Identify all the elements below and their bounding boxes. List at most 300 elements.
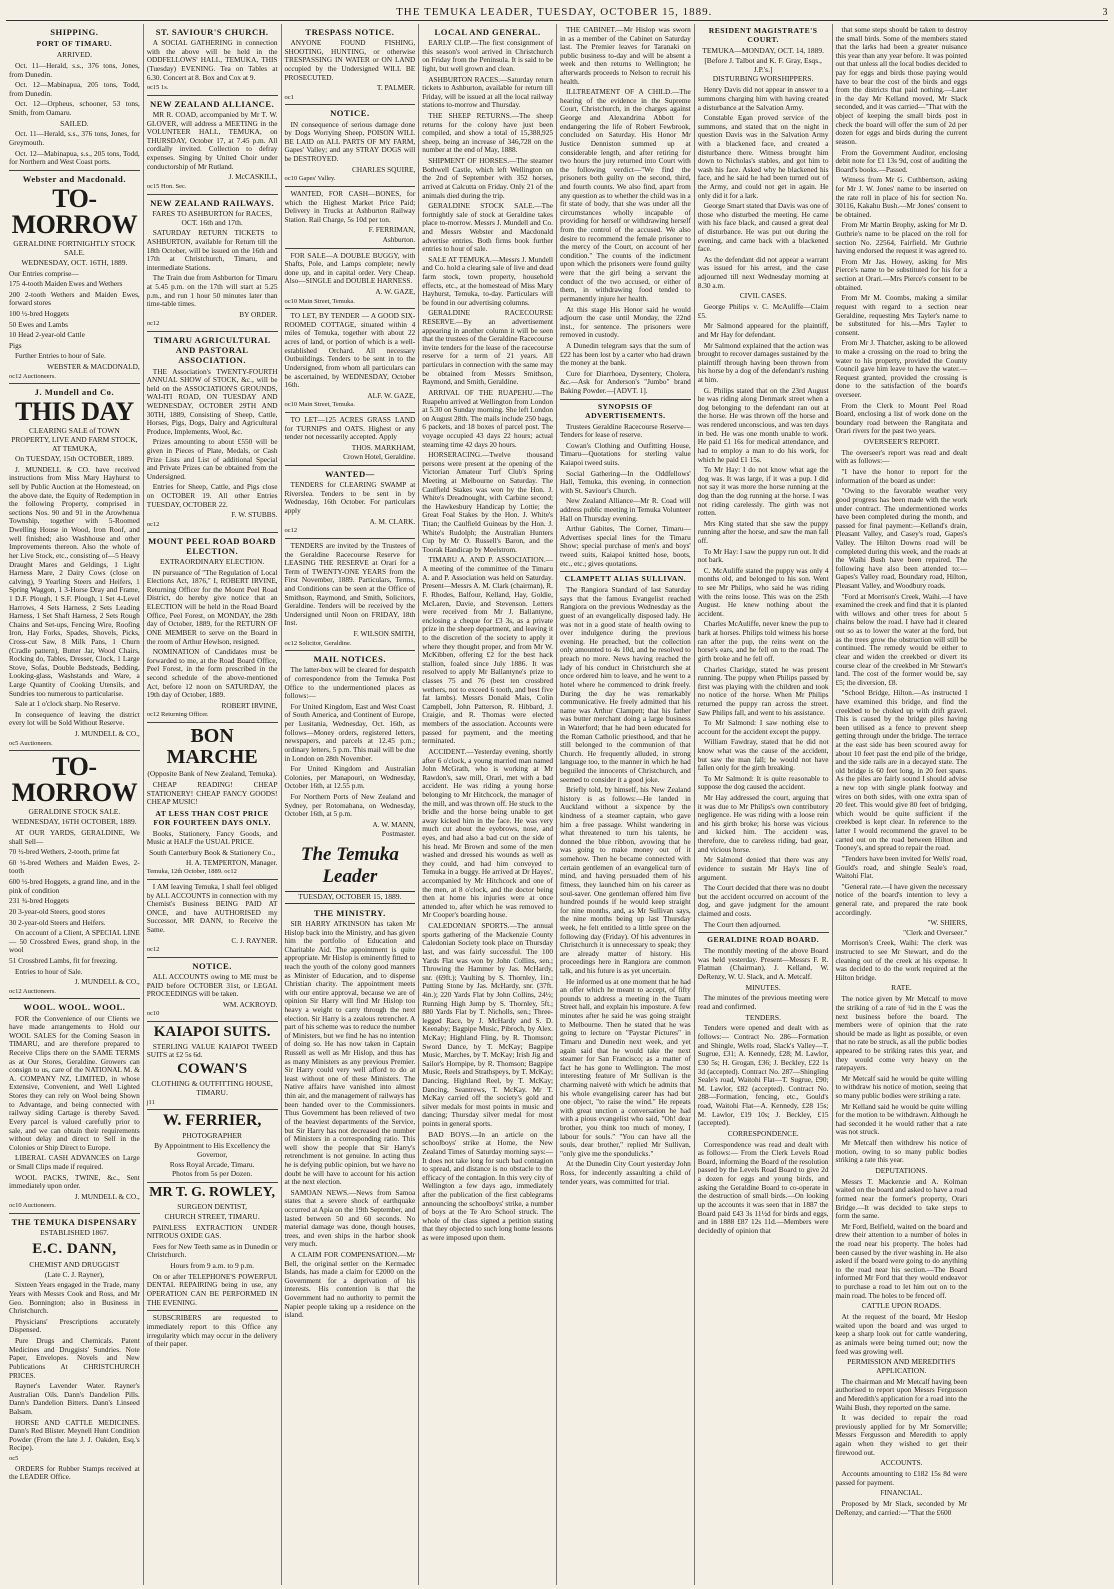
divider: [147, 95, 278, 96]
overseer-sign: "W. SHIERS,: [927, 918, 968, 928]
alliance-heading: NEW ZEALAND ALLIANCE.: [150, 98, 275, 109]
railways-train: The Train due from Ashburton for Timaru at 5.45 p.m. on the 17th will start at 5.25 p.m., and run 1 hour 50 minutes later than time-table times.: [146, 273, 278, 309]
board-minutes-heading: MINUTES.: [745, 982, 781, 992]
news-para: A Dunedin telegram says that the sum of £22 has been lost by a carter who had drawn the money at the bank.: [560, 340, 691, 368]
arrived-item: Oct. 12—Mabinapua, 205 tons, Todd, from Dunedin.: [9, 80, 140, 98]
arrived-label: ARRIVED.: [56, 50, 92, 60]
agricultural-entries: Entries for Sheep, Cattle, and Pigs close on OCTOBER 19. All other Entries TUESDAY, OCTOBER 22.: [146, 482, 278, 509]
bones-body: WANTED, FOR CASH—BONES, for which the Highest Market Price Paid; Delivery in Trucks at Ashburton Railway Station. Rail Charge, 5s 10d per ton.: [284, 188, 416, 224]
wool-body: FOR the Convenience of our Clients we have made arrangements to Hold our WOOL SALES for the Coming Season in TIMARU, and are therefore prepared to Receive Clips there on the SAME TERMS as at Our Stores, Geraldine. Growers can consign to us, care of the NATIONAL M. & A. COMPANY NZ, LIMITED, in whose Extensive, Convenient, and Well Lighted Stores they can rely on Wool being Shown to Advantage, and being connected with railway siding Cartage is thereby Saved. Every parcel is valued carefully prior to sale, and we can obtain their requirements without delay and direct to Sell in the Colonies or Ship Direct to Europe.: [9, 1013, 140, 1152]
divider: [285, 465, 416, 466]
bonmarche-date: Temuka, 12th October, 1889. oc12: [146, 868, 237, 876]
dispensary-orders: ORDERS for Rubber Stamps received at the LEADER Office.: [9, 1463, 140, 1482]
bonmarche-body: CHEAP READING! CHEAP STATIONERY! CHEAP FANCY GOODS! CHEAP MUSIC!: [146, 779, 278, 807]
divider: [9, 1213, 140, 1214]
shipping-port: PORT OF TIMARU.: [36, 39, 113, 49]
divider: [9, 998, 140, 999]
overseer-para: "General rate.—I have given the necessary notice of the board's intention to levy a general rate, and prepared the rate book accordingly.: [835, 881, 968, 917]
bonmarche-books: Books, Stationery, Fancy Goods, and Music at HALF the USUAL PRICE.: [146, 828, 278, 847]
column-1: [6, 24, 144, 1585]
alliance-ref: oc15 Hon. Sec.: [146, 182, 187, 190]
mountpeel-ref: oc12 Returning Officer.: [146, 711, 209, 719]
divider: [560, 571, 691, 572]
civil-heading: CIVIL CASES.: [739, 291, 787, 301]
overseer-para: "I have the honor to report for the information of the board as under:: [835, 467, 968, 485]
dispensary-prescriptions: Physicians' Prescriptions accurately Dispensed.: [9, 1316, 140, 1335]
webster-headline: TO-MORROW: [11, 184, 138, 240]
notice-body: ALL ACCOUNTS owing to ME must be PAID before OCTOBER 31st, or LEGAL PROCEEDINGS will be taken.: [146, 972, 278, 999]
local-general-heading: LOCAL AND GENERAL.: [434, 27, 541, 37]
column-6: [695, 24, 833, 1585]
buggy-sign: A. W. GAZE,: [375, 287, 416, 296]
cottage-sign: ALF. W. GAZE,: [367, 390, 416, 400]
news-para: THE CABINET.—Mr Hislop was sworn in as a member of the Cabinet on Saturday last. The Premier leaves for Taranaki on public business to-day and will be absent a week and then returns to Wellington; he afterwards proceeds to Nelson to recruit his health.: [560, 25, 691, 86]
geraldine-item: 60 ½-bred Wethers and Maiden Ewes, 2-tooth: [9, 857, 140, 876]
column-4: [419, 24, 557, 1585]
rowley-body: PAINLESS EXTRACTION UNDER NITROUS OXIDE GAS.: [146, 1222, 278, 1241]
mundell-body: J. MUNDELL & CO. have received instructions from Miss Mary Hayhurst to sell by Public Auction at the Homestead, on the above date, the Equity of Redemption in the following Property, comprised in sections Nos. 90 and 91 in the Arowhenua Township, together with 5-Roomed Dwelling House in Wood, Iron Roof, and well finished; also Washhouse and other Improvements thereon. Also the whole of her Live Stock, etc., consisting of—5 Heavy Draught Mares and Geldings, 1 Light Harness Mare, 2 Dairy Cows (close on calving), 9 Yearling Steers and Heifers, 1 Spring Waggon, 1 3-Horse Dray and Frame, 1 D.F. Plough, 1 S.F. Plough, 1 Set 4-Level Harrows, 4 Sets Harness, 2 Sets Leading Harness, 1 Set Shaft Harness, 2 Sets Rough Chains and Set-ups, Fencing Wire, Roofing Iron, Hay Forks, Spades, Shovels, Picks, Cross-cut Saw, 8 Milk Pans, 1 Churn (Cradle pattern), Butter Jar, Wood Chairs, Rocking do, Tables, Dresser, Clock, 1 Large Stove, Sofas, Double Bedsteads, Bedding, Looking-glass, Washstands and Ware, a Large Quantity of Cooking Utensils, and Sundries too numerous to particularise.: [9, 464, 140, 698]
agricultural-prizes: Prizes amounting to about £550 will be given in Pieces of Plate, Medals, or Cash Prize Lists and List of additional Special and Private Prizes can be obtained from the Undersigned.: [146, 437, 278, 481]
geraldine-item: 70 ½-bred Wethers, 2-tooth, prime fat: [9, 847, 120, 857]
cattle-heading: CATTLE UPON ROADS.: [861, 1301, 942, 1311]
dispensary-horse: HORSE AND CATTLE MEDICINES. Dann's Red Blister. Meynell Hunt Condition Powder (From the late J. J. Oakden, Esq.'s Recipe).: [9, 1417, 140, 1453]
court-para: Henry Davis did not appear in answer to a summons charging him with having created a disturbance at the Salvation Army.: [697, 85, 829, 112]
civil-case: George Philips v. C. McAuliffe—Claim £5.: [697, 302, 829, 320]
dogs-notice-heading: NOTICE.: [330, 108, 370, 119]
overseer-heading: OVERSEER'S REPORT.: [863, 437, 940, 447]
divider: [9, 170, 140, 171]
alliance-sign: J. McCASKILL,: [228, 172, 278, 182]
divider: [147, 879, 278, 880]
synopsis-para: Trustees Geraldine Racecourse Reserve—Tenders for lease of reserve.: [560, 421, 691, 440]
dispensary-ref: oc5: [9, 1454, 19, 1462]
divider: [285, 308, 416, 309]
geraldine-item: 30 2-year-old Steers and Heifers.: [9, 917, 106, 927]
divider: [147, 1182, 278, 1183]
divider: [9, 750, 140, 751]
wool-sign: J. MUNDELL & CO.,: [74, 1191, 140, 1201]
court-para: George Smart stated that Davis was one of those who disturbed the meeting. He came with his face black, and caused a great deal of disturbance. He was put out during the evening, and came back with a blackened face.: [697, 201, 829, 254]
columns: [6, 24, 1108, 1585]
rowley-fees: Fees for New Teeth same as in Dunedin or Christchurch.: [146, 1241, 278, 1260]
bonmarche-heading: BON MARCHE: [166, 725, 258, 769]
bonmarche-sub: (Opposite Bank of New Zealand, Temuka).: [147, 769, 277, 779]
bonmarche-price: AT LESS THAN COST PRICE FOR FOURTEEN DAYS ONLY.: [153, 808, 271, 827]
webster-firm: Webster and Macdonald.: [22, 173, 126, 184]
railways-body: SATURDAY RETURN TICKETS to ASHBURTON, available for Return till the 18th October, will be issued on the 16th and 17th at Christchurch, Timaru, and intermediate Stations.: [146, 228, 278, 272]
leader-title: The Temuka Leader: [300, 843, 399, 888]
trespass-sign: T. PALMER.: [376, 83, 416, 93]
divider: [147, 331, 278, 332]
board-para: From Mr J. Thatcher, asking to be allowed to make a crossing on the road to bring the water to his property, provided the County Council gave him leave to have the water.—Request granted, provided the crossing is done to the satisfaction of the board's overseer.: [835, 338, 968, 399]
mail-heading: MAIL NOTICES.: [313, 654, 387, 665]
divider: [147, 957, 278, 958]
civil-para: Mr Hay addressed the court, arguing that it was due to Mr Philips's own contributory negligence. He was riding with a loose rein and his girth broke; his horse was vicious and kicked him. The accident was, therefore, due to careless riding, bad gear, and vicious horse.: [697, 793, 829, 854]
civil-para: G. Philips stated that on the 23rd August he was riding along Denmark street when a dog belonging to the defendant ran out at the horse. He was thrown off the horse and was rendered unconscious, and was ten days in bed. He was one month unable to work. He paid £1 16s for medical attendance, and had to employ a man to do his work, for which he paid £1 15s.: [697, 385, 829, 464]
overseer-para: "Tenders have been invited for Wells' road, Gould's road, and shingle Seale's road, Waitohi Flat.: [835, 853, 968, 881]
ferrier-heading: W. FERRIER,: [162, 1112, 262, 1130]
rayner-ref: oc12: [146, 946, 160, 954]
local-para: SALE AT TEMUKA.—Messrs J. Mundell and Co. hold a clearing sale of live and dead farm stock, town property, household effects, etc., at the homestead of Miss Mary Hayhurst, Temuka, to-day. Particulars will be found in our advertising columns.: [422, 254, 553, 307]
webster-ref: oc12 Auctioneers.: [9, 372, 56, 380]
column-2: [144, 24, 282, 1585]
alliance-body: MR R. COAD, accompanied by Mr T. W. GLOVER, will address a MEETING in the VOLUNTEER HALL, TEMUKA, on THURSDAY, October 17, at 7.45 p.m. All cordially invited. Collection to defray expenses. Singing by United Choir under conductorship of Mr Rutland.: [146, 109, 278, 171]
racecourse-ref: oc12 Solicitor, Geraldine.: [284, 639, 352, 647]
column-7: [833, 24, 971, 1585]
rate-para: The notice given by Mr Metcalf to move the striking of a rate of ¾d in the £ was the next business before the board. The members were of opinion that the rate should be made as light as possible, or even that no rate be struck, as all the public bodies appeared to be striking rates this year, and they would come very heavy on the ratepayers.: [835, 994, 968, 1073]
clampett-heading: CLAMPETT ALIAS SULLIVAN.: [564, 574, 687, 584]
civil-para: To Mr Hay: I do not know what age the dog was. It was large, if it was a pup. I did not say it was more the horse running at the dog than the dog running at the horse. I was not riding carelessly. The girth was not rotten.: [697, 465, 829, 518]
divider: [147, 194, 278, 195]
rate-para: Mr Kelland said he would be quite willing for the motion to be withdrawn. Although he had seconded it he would rather that a rate was not struck.: [835, 1101, 968, 1137]
kaiapoi-heading: KAIAPOI SUITS.: [153, 1024, 271, 1041]
railways-ref: oc12: [146, 320, 160, 328]
wool-heading: WOOL. WOOL. WOOL.: [23, 1002, 126, 1013]
geraldine-item: 231 ¾-bred Hoggets: [9, 896, 69, 906]
mail-australia: For United Kingdom and Australian Colonies, per Manapouri, on Wednesday, October 16th, at 12.55 p.m.: [284, 764, 416, 791]
board-para: Witness from Mr G. Cuthbertson, asking for Mr J. W. Jones' name to be inserted on the rate roll in place of his for section No. 30116, Kakahu Bush.—Mr Jones' consent to be obtained.: [835, 175, 968, 219]
ministry-heading: THE MINISTRY.: [313, 907, 386, 918]
ministry-p2: SAMOAN NEWS.—News from Samoa states that a severe shock of earthquake occurred at Apia on the 19th September, and lasted between 50 and 60 seconds. No material damage was done, though houses, trees, and even ships in the harbor shook very much.: [284, 1187, 416, 1249]
overseer-para: "School Bridge, Hilton.—As instructed I have examined this bridge, and find the creekbed to be choked up with drift gravel. This is caused by the bridge piles having been utilised as a fence to prevent sheep getting through under the bridge. The terrace at the east side has been scoured away for about 10 feet past the end pile of the bridge, and the side rails are in a decayed state. The old bridge is 60 feet long, in 20 feet spans. As the piles are fairly sound I should advise a new top with single plank footway and wires on both sides, with one extra span of 20 feet. This would give 80 feet of bridging, which would be quite sufficient if the creekbed is kept clear. In reference to the latter I would recommend the gravel to be carted out on the road between Hilton and Tooney's, and spread to repair the road.: [835, 688, 968, 853]
wool-ref: oc10 Auctioneers.: [9, 1202, 56, 1210]
mundell-ref: oc5 Auctioneers.: [9, 739, 53, 747]
mountpeel-body: IN pursuance of "The Regulation of Local Elections Act, 1876," I, ROBERT IRVINE, Returning Officer for the Mount Peel Road District, do hereby give notice that an ELECTION will be held in the Road Board Office, Peel Forest, on MONDAY, the 28th day of October, 1889, for the RETURN OF ONE MEMBER to serve on the Board in the room of Arthur Hewlson, resigned.: [146, 567, 278, 646]
bonmarche-company: South Canterbury Book & Stationery Co.,: [149, 847, 276, 857]
buggy-body: FOR SALE—A DOUBLE BUGGY, with Shafts, Pole, and Lamps complete; newly done up, and in capital order. Very Cheap. Also—SINGLE and DOUBLE HARNESS.: [284, 250, 416, 286]
mountpeel-sign: ROBERT IRVINE,: [221, 700, 278, 710]
mail-ref: Postmaster.: [381, 829, 416, 839]
kaiapoi-body: STERLING VALUE KAIAPOI TWEED SUITS at £2 5s 6d.: [146, 1041, 278, 1060]
geraldine-sign: J. MUNDELL & CO.,: [74, 977, 140, 987]
civil-para: William Fawdray, stated that he did not know what was the cause of the accident, but saw the man fall; he would not have fallen only for the girth breaking.: [697, 737, 829, 773]
board-corr: Correspondence was read and dealt with as follows:— From the Clerk Levels Road Board, informing the Board of the resolution passed by the Levels Road Board to give 2d a dozen for eggs and young birds, and asking the Geraldine Board to co-operate in the destruction of small birds.—On looking up the accounts it was seen that in 1887 the Board paid £43 3s 11½d for birds and eggs, and in 1888 £87 12s 11d.—Members were decidedly of opinion that: [697, 1139, 829, 1235]
railways-sign: BY ORDER.: [239, 309, 278, 319]
sailed-item: Oct. 11—Herald, s.s., 376 tons, Jones, for Greymouth.: [9, 129, 140, 148]
board-para: From the Government Auditor, enclosing debit note for £1 13s 9d, cost of auditing the Board's books.—Passed.: [835, 147, 968, 174]
column-3: [282, 24, 420, 1585]
divider: [285, 412, 416, 413]
dogs-notice-sign: CHARLES SQUIRE,: [352, 164, 416, 174]
divider: [285, 186, 416, 187]
mundell-sign: J. MUNDELL & CO.,: [74, 729, 140, 739]
board-intro: The monthly meeting of the above Board was held yesterday. Present—Messrs F. R. Flatman (Chairman), J. Kelland, W. DeRenzy, W. U. Slack, and A. Metcalf.: [697, 946, 829, 981]
buggy-ref: oc10 Main Street, Temuka.: [284, 297, 355, 305]
board-para: From the Clerk to Mount Peel Road Board, enclosing a list of work done on the boundary road between the Rangitata and Orari rivers for the past two years.: [835, 400, 968, 436]
mundell-headline: THIS DAY: [15, 397, 134, 427]
mail-north: For Northern Ports of New Zealand and Sydney, per Rotomahana, on Wednesday, October 16th, at 5 p.m.: [284, 791, 416, 819]
clampett-para: At the Dunedin City Court yesterday John Ross, for indecently assaulting a child of tender years, was committed for trial.: [560, 1159, 691, 1186]
court-para: Constable Egan proved service of the summons, and stated that on the night in question Davis was in the Salvation Army with a blackened face, and created a disturbance there. Witness brought him down to Nicholas's stables, and got him to wash his face. Asked why he blackened his face, and he said he had been turned out of the Army, and could not get in again. He only did it for a lark.: [697, 113, 829, 200]
dogs-notice-body: IN consequence of serious damage done by Dogs Worrying Sheep, POISON WILL BE LAID on ALL PARTS OF MY FARM, Gapes' Valley; and any STRAY DOGS will be DESTROYED.: [284, 119, 416, 164]
saviour-ref: oc15 1s.: [146, 84, 169, 92]
webster-item: 200 2-tooth Wethers and Maiden Ewes, forward stores: [9, 289, 140, 308]
notice-heading: NOTICE.: [192, 960, 232, 971]
geraldine-item: 20 3-year-old Steers, good stores: [9, 906, 106, 916]
civil-para: Mr Salmond appeared for the plaintiff, and Mr Hay for defendant.: [697, 321, 829, 339]
geraldine-date: WEDNESDAY, 16TH OCTOBER, 1889.: [12, 817, 137, 827]
local-para: THE SHEEP RETURNS.—The sheep returns for the colony have just been compiled, and show a total of 15,388,925 sheep, being an increase of 346,728 on the number at the end of May, 1888.: [422, 111, 553, 155]
local-para: TIMARU A. AND P. ASSOCIATION.—A meeting of the committee of the Timaru A. and P. Association was held on Saturday. Present—Messrs A. M. Clark (chairman), R. F. Rhodes, Balfour, Kelland, Hay, Goldie, McLaren, Davie, and Stevenson. Letters were received from Mr J. Ballantyne, enclosing a cheque for £3 3s, as a private prize in the sheep department, and leaving it to the discretion of the society to apply it where they thought proper, and from Mr W. McKibben, offering £2 for the best hack stallion, foaled since July 1886. It was resolved to apply Mr Ballantyne's prize to classes 75 and 76 (best ten crossbred wethers, not to exceed 6 tooth, and best five fat lambs). Messrs Donald Mais, Colin Campbell, John Patterson, R. Hibbard, J. Craigie, and R. Thomas were elected members of the association. Accounts were passed for payment, and the meeting terminated.: [422, 555, 553, 746]
ferrier-title: PHOTOGRAPHER: [182, 1130, 243, 1140]
court-para: As the defendant did not appear a warrant was issued for his arrest, and the case adjourned till next Wednesday morning at 8.30 a.m.: [697, 254, 829, 290]
notice-ref: oc10: [146, 1010, 160, 1018]
court-disturbing: DISTURBING WORSHIPPERS.: [712, 74, 814, 84]
local-para: HORSERACING.—Twelve thousand persons were present at the opening of the Victorian Amateur Turf Club's Spring Meeting at Melbourne on Saturday. The Caulfield Stakes was won by the Hon. J. White's Dreadnought, with Carbine second; the Hawkesbury Handicap by Lottie; the Great Foal Stakes by the Hon. J. White's Titan; the Caulfield Guineas by the Hon. J. White's Rudolph; the Australian Hunters Cup by Mr O. Russell's Baron, and the Toorak Handicap by Meelstrom.: [422, 450, 553, 554]
financial-heading: FINANCIAL.: [880, 1488, 923, 1498]
swamp-sign: A. M. CLARK.: [369, 516, 416, 526]
local-para: CALEDONIAN SPORTS.—The annual sports gathering of the Mackenzie County Caledonian Society took place on Thursday last, and was fairly successful. The 100 Yards Flat was won by John Collins, sen.; Throwing the Hammer by Jas. McHardy, snr. (69ft.); Vaulting by S. Thornley, 1in.; Putting Stone by Jas. McHardy, snr. (37ft. 4in.); 220 Yards Flat by John Collins, 24½; Running High Jump by S. Thornley, 5ft.; 880 Yards Flat by T. Nicholls, sen.; Three-legged Race, by J. McHardy and S. D. Keenaby; Bagpipe Music, Pibroch, by Alex. McKay; Highland Fling, by R. Thomson; Sword Dance, by T. McKay; Bagpipe Music, Marches, by T. McKay; Irish Jig and Sailor's Hornpipe, by R. Thomson; Bagpipe Music, Reels and Strathspeys, by T. McKay; Dancing, Highland Reel, by T. McKay; Dancing, Seantrews, T. McKay. Mr T. McKay carried off the society's gold and silver medals for most points in music and dancing; Thursday silver medal for most points in general sports.: [422, 921, 553, 1129]
accounts-para: Accounts amounting to £182 15s 8d were passed for payment.: [835, 1469, 968, 1487]
saviour-heading: ST. SAVIOUR'S CHURCH.: [155, 27, 269, 37]
mundell-firm: J. Mundell and Co.: [34, 387, 115, 398]
deputations-para: Mr Ford, Belfield, waited on the board and drew their attention to a number of holes in the road near his property. The holes had been caused by the river washing in. He also asked if the board were going to do anything to the road near his section.—The Board informed Mr Ford that they would endeavor to purchase a road to let him out on to the main road. The holes to be fenced off.: [835, 1221, 968, 1300]
synopsis-para: New Zealand Alliance—Mr R. Coad will address public meeting in Temuka Volunteer Hall on Thursday evening.: [560, 496, 691, 523]
divider: [285, 104, 416, 105]
rate-heading: RATE.: [891, 983, 912, 993]
synopsis-para: Social Gathering—In the Oddfellows' Hall, Temuka, this evening, in connection with St. Saviour's Church.: [560, 468, 691, 495]
divider: [147, 722, 278, 723]
mundell-sale: Sale at 1 o'clock sharp. No Reserve.: [15, 699, 121, 709]
rate-para: Mr Metcalf then withdrew his notice of motion, owing to so many public bodies striking a rate this year.: [835, 1138, 968, 1165]
mountpeel-nomination: NOMINATION of Candidates must be forwarded to me, at the Road Board Office, Peel Forest, in the form prescribed in the second schedule of the above-mentioned Act, before 12 noon on SATURDAY, the 19th day of October, 1889.: [146, 647, 278, 700]
arrived-item: Oct. 11—Herald, s.s., 376 tons, Jones, from Dunedin.: [9, 60, 140, 79]
saviour-body: A SOCIAL GATHERING in connection with the above will be held in the ODDFELLOWS' HALL, TEMUKA, THIS (Tuesday) EVENING. Tea on Tables at 6.30. Concert at 8. Box and Cox at 9.: [146, 38, 278, 82]
geraldine-client: On account of a Client, A SPECIAL LINE— 50 Crossbred Ewes, grand shop, in the wool: [9, 928, 140, 955]
agricultural-heading: TIMARU AGRICULTURAL AND PASTORAL ASSOCIATION.: [153, 335, 271, 366]
notice-sign: WM. ACKROYD.: [222, 999, 278, 1009]
financial-para: Proposed by Mr Slack, seconded by Mr DeRenzy, and carried:—"That the £600: [835, 1499, 968, 1517]
overseer-para: Morrison's Creek, Waihi: The clerk was instructed to see Mr Stewart, and do the cleaning out of the creek at his expense. It was decided to do the work required at the Hilton bridge.: [835, 938, 968, 982]
news-para: At this stage His Honor said he would adjourn the case until Monday, the 22nd inst., for sentence. The prisoners were removed in custody.: [560, 304, 691, 340]
court-heading: RESIDENT MAGISTRATE'S COURT.: [708, 26, 818, 44]
webster-further: Further Entries to hour of Sale.: [15, 351, 106, 361]
webster-date: WEDNESDAY, OCT. 16TH, 1889.: [21, 257, 128, 267]
news-para: Cure for Diarrhoea, Dysentery, Cholera, &c.—Ask for Anderson's "Jumbo" brand Baking Powder.—[ADVT. 1].: [560, 368, 691, 395]
railways-heading: NEW ZEALAND RAILWAYS.: [150, 197, 275, 208]
board-para: From Mr M. Coombs, making a similar request with regard to a section near Geraldine, requesting Mrs Tayler's name to be substituted for his.—Mrs Tayler to consent.: [835, 293, 968, 337]
mundell-sub: CLEARING SALE of TOWN PROPERTY, LIVE AND FARM STOCK, AT TEMUKA,: [11, 426, 138, 454]
masthead-title: THE TEMUKA LEADER, TUESDAY, OCTOBER 15, 1889.: [396, 6, 713, 18]
webster-item: 100 ½-bred Hoggets: [9, 308, 69, 318]
kaiapoi-clothing: CLOTHING & OUTFITTING HOUSE, TIMARU.: [151, 1078, 273, 1097]
overseer-para: "Owing to the favorable weather very good progress has been made with the work under contract. The undermentioned works have been completed during the month, and passed for final payment:—Kelland's drain, Pleasant Valley, and Casey's road, Gapes's Valley. The Hilton Downs road will be completed during this week, and the roads at the Waihi Bush have been repaired. The following have also been attended to:—Gapes's Valley road, Boundary road, Hilton, Pleasant Valley, and Woodbury roads.: [835, 486, 968, 591]
webster-sub: GERALDINE FORTNIGHTLY STOCK SALE.: [13, 239, 136, 257]
civil-para: To Mr Salmond: I saw nothing else to account for the accident except the puppy.: [697, 718, 829, 736]
dispensary-title: CHEMIST AND DRUGGIST: [29, 1259, 120, 1269]
civil-para: Mr Salmond denied that there was any evidence to sustain Mr Hay's line of argument.: [697, 855, 829, 882]
cattle-para: At the request of the board, Mr Heslop waited upon the board and was urged to keep a sharp look out for cattle wandering, as animals were being turned out; now the feed was growing well.: [835, 1312, 968, 1356]
permission-heading: PERMISSION AND MEREDITH'S APPLICATION.: [847, 1357, 956, 1375]
synopsis-para: Cowan's Clothing and Outfitting House, Timaru—Quotations for sterling value Kaiapoi tweed suits.: [560, 440, 691, 467]
swamp-heading: WANTED—: [324, 469, 375, 480]
mail-body: The latter-box will be cleared for despatch of correspondence from the Temuka Post Office to the undermentioned places as follows:—: [284, 665, 416, 701]
dispensary-initials: E.C. DANN,: [32, 1241, 117, 1258]
local-para: GERALDINE RACECOURSE RESERVE.—By an advertisement appearing in another column it will be seen that the trustees of the Geraldine Racecourse invite tenders for the lease of the racecourse reserve for a term of 21 years. All particulars in connection with the same may be obtained from Messrs Smithson, Raymond, and Smith, Geraldine.: [422, 308, 553, 387]
divider: [147, 1021, 278, 1022]
board-minutes: The minutes of the previous meeting were read and confirmed.: [697, 993, 829, 1012]
civil-para: To Mr Salmond: It is quite reasonable to suppose the dog caused the accident.: [697, 773, 829, 792]
agricultural-ref: oc12: [146, 520, 160, 528]
rowley-address: CHURCH STREET, TIMARU.: [164, 1211, 260, 1221]
sailed-item: Oct. 12—Mabinapua, s.s., 205 tons, Todd, for Northern and West Coast ports.: [9, 148, 140, 167]
webster-item: 175 4-tooth Maiden Ewes and Wethers: [9, 279, 123, 289]
board-corr-heading: CORRESPONDENCE.: [727, 1128, 799, 1138]
civil-para: The Court decided that there was no doubt but the accident occurred on account of the dog, and gave judgment for the amount claimed and costs.: [697, 883, 829, 918]
webster-intro: Our Entries comprise—: [9, 268, 79, 278]
webster-item: Pigs: [9, 340, 22, 350]
synopsis-heading: SYNOPSIS OF ADVERTISEMENTS.: [585, 401, 666, 420]
court-before: [Before J. Talbot and K. F. Gray, Esqs., J.P.'s.]: [704, 55, 822, 74]
divider: [560, 399, 691, 400]
railways-title: FARES TO ASHBURTON for RACES, OCT. 16th and 17th.: [152, 208, 272, 227]
local-para: GERALDINE STOCK SALE.—The fortnightly sale of stock at Geraldine takes place to-morrow. Messrs J. Mundell and Co. and Messrs Webster and Macdonald advertise entries. Both firms book further entries to hour of sale.: [422, 201, 553, 254]
local-para: ASHBURTON RACES.—Saturday return tickets to Ashburton, available for return till Friday, will be issued at all the local railway stations to-morrow and Thursday.: [422, 74, 553, 110]
overseer-intro: The overseer's report was read and dealt with as follows:—: [835, 447, 968, 466]
agricultural-body: THE Association's TWENTY-FOURTH ANNUAL SHOW of STOCK, &c., will be held on the ASSOCIATION'S GROUNDS, WAI-ITI ROAD, ON TUESDAY AND WEDNESDAY, OCTOBER 29TH AND 30TH, 1889, Consisting of Sheep, Cattle, Horses, Pigs, Dogs, Dairy and Agricultural Produce, Implements, Wool, &c.: [146, 366, 278, 436]
clampett-para: He informed us at one moment that he had an offer which he meant to accept, of fifty pounds to address a meeting in the Tuam Street hall, and explain his imposture. A few minutes after he said he was going straight to Melbourne. Then he stated that he was going to lecture on "Paystar Pictures" in Timaru and Dunedin next week, and yet again said that he would take the next steamer for San Francisco; as a matter of fact he has gone to Wellington. The most interesting feature of Mr Sullivan is the charming naiveté with which he admits that his whole evangelising career has had but one object, "to raise the wind." He repeats with great unction a conversation he had with a pious evangelist who said, "Oh! dear brother, you think too much of money, I labour for souls." "You can have all the souls, dear brother," replied Mr Sullivan, "only give me the spondulicks.": [560, 976, 691, 1158]
geraldine-lambs: 51 Crossbred Lambs, fit for freezing.: [9, 955, 118, 965]
racecourse-sign: F. WILSON SMITH,: [353, 629, 416, 638]
swamp-ref: oc12: [284, 527, 298, 535]
rowley-hours: Hours from 9 a.m. to 9 p.m.: [170, 1261, 254, 1271]
divider: [147, 1310, 278, 1311]
civil-para: Mr Salmond explained that the action was brought to recover damages sustained by the plaintiff through having been thrown from his horse by a dog of the defendant's rushing at him.: [697, 340, 829, 385]
subscribers-body: SUBSCRIBERS are requested to immediately report to this Office any irregularity which may occur in the delivery of their paper.: [146, 1313, 278, 1349]
bonmarche-sign: H. A. TEMPERTON, Manager.: [185, 857, 278, 867]
rate-para: Mr Metcalf said he would be quite willing to withdraw his notice of motion, seeing that so many public bodies were striking a rate.: [835, 1073, 968, 1100]
dispensary-list: Pure Drugs and Chemicals. Patent Medicines and Druggists' Sundries. Note Paper, Envelopes. Novels and New Publications At CHRISTCHURCH PRICES.: [9, 1336, 140, 1380]
rayner-sign: C. J. RAYNER.: [231, 935, 278, 945]
geraldine-headline: TO-MORROW: [11, 752, 138, 808]
dispensary-body: Sixteen Years engaged in the Trade, many Years with Messrs Cook and Ross, and Mr Geo. Bonnington; also in Business in Christchurch.: [9, 1280, 140, 1316]
bones-sign: F. FERRIMAN,: [368, 225, 416, 235]
board-tenders: Tenders were opened and dealt with as follows:— Contract No. 286—Formation and Shingle, Wells road, Slack's Valley—T. Sugrue, £31; A. Kennedy, £28; M. Lawlor, £30 5s; H. Grogan, £36; J. Beckley, £22 1s 3d (accepted). Contract No. 287—Shingling Seale's road, Waitohi Flat—T. Sugrue, £90; M. Lawlor, £82 (accepted). Contract No. 288—Formation, fencing, etc., Gould's road, Waitohi Flat—A. Kennedy, £28 15s; M. Lawlor, £19 10s; J. Beckley, £15 (accepted).: [697, 1023, 829, 1128]
dispensary-established: ESTABLISHED 1867.: [40, 1228, 109, 1238]
civil-para: The Court then adjourned.: [703, 919, 781, 929]
rowley-telephone: On or after TELEPHONE'S POWERFUL DENTAL REPAIRING being in use, any OPERATION CAN BE PERFORMED IN THE EVENING.: [146, 1271, 278, 1307]
arrived-item: Oct. 12—Orpheus, schooner, 53 tons, Smith, from Oamaru.: [9, 99, 140, 117]
mountpeel-sub: EXTRAORDINARY ELECTION.: [159, 556, 265, 566]
mail-uk: For United Kingdom, East and West Coast of South America, and Continent of Europe, per Lusitania, Wednesday, Oct. 16th, as follows—Money orders, registered letters, newspapers, and parcels at 12.45 p.m.; ordinary letters, 5 p.m. This mail will be due in London on 28th November.: [284, 701, 416, 763]
mountpeel-heading: MOUNT PEEL ROAD BOARD ELECTION.: [148, 535, 277, 556]
trespass-ref: oc1: [284, 93, 294, 101]
civil-para: Mrs King stated that she saw the puppy running after the horse, and saw the man fall off.: [697, 518, 829, 545]
synopsis-para: Arthur Gabites, The Corner, Timaru—Advertises special lines for the Timaru Show; special purchase of men's and boys' tweed suits, Kaiapoi knitted hose, boots, etc., etc.; gives quotations.: [560, 524, 691, 568]
permission-para: The chairman and Mr Metcalf having been authorised to report upon Messrs Fergusson and Meredith's application for a road into the Waihi Bush, they reported on the same.: [835, 1376, 968, 1412]
racecourse-body: TENDERS are invited by the Trustees of the Geraldine Racecourse Reserve for LEASING THE RESERVE at Orari for a Term of TWENTY-ONE YEARS from the First November, 1889. Particulars, Terms, and Conditions can be seen at the Office of Smithson, Raymond, and Smith, Solicitors, Geraldine. Tenders will be received by the Undersigned until Noon on FRIDAY, 18th Inst.: [284, 540, 416, 628]
grass-body: TO LET—125 ACRES GRASS LAND for TURNIPS and OATS. Highest or any tender not necessarily accepted. Apply: [284, 415, 416, 442]
geraldine-entries: Entries to hour of Sale.: [15, 966, 83, 976]
board-para: that some steps should be taken to destroy the small birds. Some of the members stated that the larks had been a greater nuisance this year than any year before. It was pointed out that unless all the local bodies decided to pay for eggs and birds those paying would have to bear the cost of the birds and eggs from the districts that paid nothing.—Later in the day Mr Kelland moved, Mr Slack seconded, and it was carried—"That with the object of keeping the small birds post in check the board will offer the sum of 2d per dozen for eggs and birds during the current season.: [835, 25, 968, 146]
dogs-notice-ref: oc10 Gapes' Valley.: [284, 175, 336, 183]
board-para: From Mr Martin Brophy, asking for Mr D. Guthrie's name to be placed on the roll for section No. 22564, Fairfield. Mr Guthrie having endorsed the request it was agreed to.: [835, 220, 968, 256]
local-para: ACCIDENT.—Yesterday evening, shortly after 6 o'clock, a young married man named John McGrath, who is working at Mr Rawdon's, saw mill, Orari, met with a bad accident. He was riding a young horse belonging to Mr Hitchcock, the manager of the mill, and was thrown off. He stuck to the bridle and the horse being unable to get away kicked him in the face. He was very much cut about the eyebrows, nose, and eyes, and had also a bad cut on the side of his head. Mr Brown and some of the men washed and dressed his wounds as well as they could, and had him conveyed to Temuka in a buggy. He arrived at Dr Hayes', accompanied by Mr Hitchcock and one of the men, at 8 o'clock, and the doctor being then at home his injuries were at once attended to, after which he was removed to Mr Cooper's boarding house.: [422, 746, 553, 920]
overseer-para: "Ford at Morrison's Creek, Waihi.—I have examined the creek and find that it is planted with willows and other trees for about 5 chains below the road. I have had it cleared out so as to lower the water at the ford, but as the trees grow the obstruction will still be continued. The remedy would be either to clear and widen the creekbed or divert its course clear of the creekbed in Mr Stewart's land. The cost of the former would be, say £5; the diversion, £8.: [835, 591, 968, 687]
divider: [147, 532, 278, 533]
news-para: ILLTREATMENT OF A CHILD.—The hearing of the evidence in the Supreme Court, Christchurch, in the charges against George and Alexandrina Abbott for endangering the life of Robert Fewbrook, concluded on Saturday. His Honor Mr Justice Denniston summed up at considerable length, and after retiring for two hours the jury returned into Court with the following verdict—"We find the prisoners both guilty on the second, third, and fourth counts. We also find, apart from any question as to whether the child was in a fit state of body, that she was under all the circumstances wholly incapable of providing for herself or withdrawing herself from the control of the accused. We also desire to recommend the female prisoner to the mercy of the Court, on account of her condition." The counts of the indictment upon which the prisoners were found guilty were that the girl being a servant the conduct of the two accused, or either of them, in withdrawing food tended to permanently injure her health.: [560, 87, 691, 303]
trespass-heading: TRESPASS NOTICE.: [305, 27, 395, 37]
ferrier-body: By Appointment to His Excellency the Governor,: [154, 1140, 271, 1159]
board-para: From Mr Jas. Howey, asking for Mrs Pierce's name to be substituted for his for a section at Orari.—Mrs Pierce's consent to be obtained.: [835, 256, 968, 292]
rayner-body: I AM leaving Temuka, I shall feel obliged by ALL ACCOUNTS in connection with my Chemist's Business BEING PAID AT ONCE, and have AUTHORISED my Successor, MR DANN, to Receive the Same.: [146, 881, 278, 935]
wool-advances: LIBERAL CASH ADVANCES on Large or Small Clips made if required.: [9, 1153, 140, 1171]
grass-sign: THOS. MARKHAM,: [351, 442, 416, 452]
bones-ref: Ashburton.: [382, 234, 416, 244]
ministry-p1: SIR HARRY ATKINSON has taken Mr Hislop back into the Ministry, and has given him the portfolio of Education and Charitable Aid. The appointment is quite appropriate. Mr Hislop is eminently fitted to teach the youth of the colony good manners as Minister of Education, and to dispense Christian charity. The appointment meets with our entire approval, because we are of opinion Sir Harry will find Mr Hislop too heavy a weight to carry through the next election. Sir Harry is a zealous retrencher. A part of his scheme was to reduce the number of Ministers, but we find he has no intention of doing so. He has now taken in Captain Russell as well as Mr Hislop, and thus has as many Ministers as any previous Premier. Sir Harry could very well afford to do at least without one of these Ministers. The Native affairs have vanished into almost thin air, and the management of railways has been handed over to the Commissioners. Thus Government has been relieved of two of the heaviest departments of the Service, but Sir Harry has not decreased the number of Ministers in a corresponding ratio. This well show the people that Sir Harry's retrenchment is not genuine. In acting thus he is defying public opinion, but we have no doubt he will have to account for his action at the next election.: [284, 918, 416, 1187]
geraldine-item: 600 ½-bred Hoggets, a grand line, and in the pink of condition: [9, 877, 140, 895]
divider: [285, 538, 416, 539]
shipping-heading: SHIPPING.: [50, 27, 99, 37]
kaiapoi-ref: j11: [146, 1098, 155, 1106]
divider: [698, 932, 829, 933]
accounts-heading: ACCOUNTS.: [880, 1458, 923, 1468]
trespass-body: ANYONE FOUND FISHING, SHOOTING, HUNTING, or otherwise TRESPASSING IN WATER or ON LAND occupied by the Undersigned WILL BE PROSECUTED.: [284, 38, 416, 82]
column-5: [557, 24, 695, 1585]
mundell-date: On TUESDAY, 15th OCTOBER, 1889.: [15, 453, 134, 463]
dispensary-heading: THE TEMUKA DISPENSARY: [11, 1217, 138, 1228]
agricultural-sign: F. W. STUBBS.: [231, 510, 278, 520]
overseer-sign-title: "Clerk and Overseer.": [903, 927, 968, 937]
page-number: 3: [1102, 6, 1108, 18]
mail-sign: A. W. MANN,: [372, 819, 416, 829]
rowley-heading: MR T. G. ROWLEY,: [149, 1185, 275, 1201]
board-tenders-heading: TENDERS.: [745, 1012, 781, 1022]
wool-packs: WOOL PACKS, TWINE, &c., Sent immediately upon order.: [9, 1172, 140, 1191]
divider: [285, 650, 416, 651]
rowley-title: SURGEON DENTIST,: [177, 1201, 248, 1211]
kaiapoi-cowan: COWAN'S: [177, 1061, 248, 1078]
civil-para: C. McAuliffe stated the puppy was only 4 months old, and belonged to his son. Went to see Mr Philips, who said he was riding with the reins loose. This was on the 25th August. He knew nothing about the accident.: [697, 565, 829, 618]
civil-para: Charles Claridge, stated he was present running. The puppy when Philips passed by first was playing with the children and took no notice of the horse. When Mr Philips returned the puppy ran across the street. Saw Philips fall, and went to his assistance.: [697, 664, 829, 717]
civil-para: Charles McAuliffe, never knew the pup to bark at horses. Philips told witness his horse ran after the pup, the reins went on the horse's ears, and he fell on to the road. The girth broke and he fell off.: [697, 619, 829, 663]
court-sub: TEMUKA—MONDAY, OCT. 14, 1889.: [702, 45, 824, 55]
divider: [9, 383, 140, 384]
swamp-body: TENDERS for CLEARING SWAMP at Riverslea. Tenders to be sent in by Wednesday, 16th October. For particulars apply: [284, 480, 416, 516]
local-para: BAD BOYS.—In an article on the schoolboys' strike at Home, the New Zealand Times of Saturday morning says:—It does not take long for such bad contagion to spread, and distance is no obstacle to the efficacy of the contagion. In this very city of Wellington a few days ago, immediately after the publication of the first cablegrams announcing the schoolboys' strike, a number of boys at the Te Aro School struck. The whole of the class signed a petition stating that they objected to such long home lessons as were imposed upon them.: [422, 1129, 553, 1243]
civil-para: To Mr Hay: I saw the puppy run out. It did not bark.: [697, 546, 829, 565]
leader-date: TUESDAY, OCTOBER 15, 1889.: [285, 891, 416, 904]
mundell-note: In consequence of leaving the district every lot will be Sold Without Reserve.: [9, 709, 140, 728]
geraldine-ref: oc12 Auctioneers.: [9, 987, 56, 995]
local-para: ARRIVAL OF THE RUAPEHU.—The Ruapehu arrived at Wellington from London at 5.30 on Sunday morning. She left London on August 28th. The mails include 250 bags, 6 packets, and 18 boxes of parcel post. The voyage occupied 43 days 22 hours; actual steaming time 42 days 20 hours.: [422, 387, 553, 449]
geraldine-sub: GERALDINE STOCK SALE.: [28, 807, 121, 817]
divider: [147, 1109, 278, 1110]
clampett-para: The Rangiora Standard of last Saturday says that the famous Evangelist reached Rangiora on the previous Wednesday as the guest of an evangelically disposed lady. He was not in a good state of health owing to over indulgence during the previous evening. He preached, but the collection only amounted to 4s 10d, and he resolved to preach no more. News having reached the lady of his conduct in Christchurch she at once ordered him to leave, and he went to a hotel where he commenced to drink freely. During the day he was remarkably communicative. He freely admitted that his name was Arthur Clampett; that his father was butter merchant doing a large business in Waterford; that he had been educated for the Roman Catholic priesthood, and that he still belonged to the communion of that Church. He frequently alluded, in strong language too, to the manner in which he had beguiled the innocents of Christchurch, and seemed to consider it a good joke.: [560, 585, 691, 784]
local-para: EARLY CLIP.—The first consignment of this season's wool arrived in Christchurch on Friday from the Peninsula. It is said to be light, but well grown and clean.: [422, 38, 553, 73]
webster-item: 50 Ewes and Lambs: [9, 319, 68, 329]
dispensary-late: (Late C. J. Rayner),: [44, 1269, 104, 1279]
webster-sign: WEBSTER & MACDONALD,: [47, 362, 140, 372]
sailed-label: SAILED.: [60, 118, 89, 128]
deputations-para: Messrs T. Mackenzie and A. Kolman waited on the board and asked to have a road formed near the former's property, Orari Bridge.—It was decided to take steps to form the same.: [835, 1176, 968, 1221]
webster-item: 10 Head 2-year-old Cattle: [9, 330, 85, 340]
masthead-rule: [6, 20, 1108, 21]
grass-sign2: Crown Hotel, Geraldine.: [343, 452, 416, 462]
ferrier-address: Ross Royal Arcade, Timaru.: [169, 1159, 255, 1169]
masthead: [0, 4, 1114, 20]
divider: [285, 248, 416, 249]
clampett-para: Briefly told, by himself, his New Zealand history is as follows:—He landed in Auckland without a sixpence by the kindness of a steamer captain, who gave him a free passage. Whilst wandering in what threatened to turn his talents, he donned the blue ribbon, avowing that he was going to make money out of it somehow. Then he became connected with certain gentlemen of an evangelical turn of mind, and having persuaded them of his fitness, they launched him on his career as soul-saver. One gentleman offered him five hundred pounds if he would keep straight for nine months, and, as Mr Sullivan says, the nine months being up last Thursday week, he felt entitled to a little spree on the following day (Friday). Of his adventures in Christchurch it is unnecessary to speak; they are already matter of history. His proceedings here in Rangiora are common talk, and his future is as yet uncertain.: [560, 785, 691, 976]
board-heading: GERALDINE ROAD BOARD.: [707, 935, 820, 945]
ferrier-photos: Photos from 5s per Dozen.: [172, 1169, 253, 1179]
dispensary-products: Rayner's Lavender Water. Rayner's Australian Oils. Dann's Dandelion Pills. Dann's Dandelion Bitters. Dann's Linseed Balsam.: [9, 1381, 140, 1416]
permission-para: It was decided to repair the road previously applied for by Mr Somerville; Messrs Fergusson and Meredith to apply again when they wished to get their firewood out.: [835, 1413, 968, 1457]
geraldine-intro: AT OUR YARDS, GERALDINE, We shall Sell—: [9, 828, 140, 846]
deputations-heading: DEPUTATIONS.: [875, 1165, 928, 1175]
cottage-ref: oc10 Main Street, Temuka.: [284, 401, 355, 409]
cottage-body: TO LET, BY TENDER — A GOOD SIX-ROOMED COTTAGE, situated within 4 miles of Temuka, together with about 22 acres of land, or portion of which is a well-established Orchard. All necessary Outbuildings. Tenders to be sent in to the Undersigned, from whom all particulars can be ascertained, by WEDNESDAY, October 16th.: [284, 311, 416, 390]
